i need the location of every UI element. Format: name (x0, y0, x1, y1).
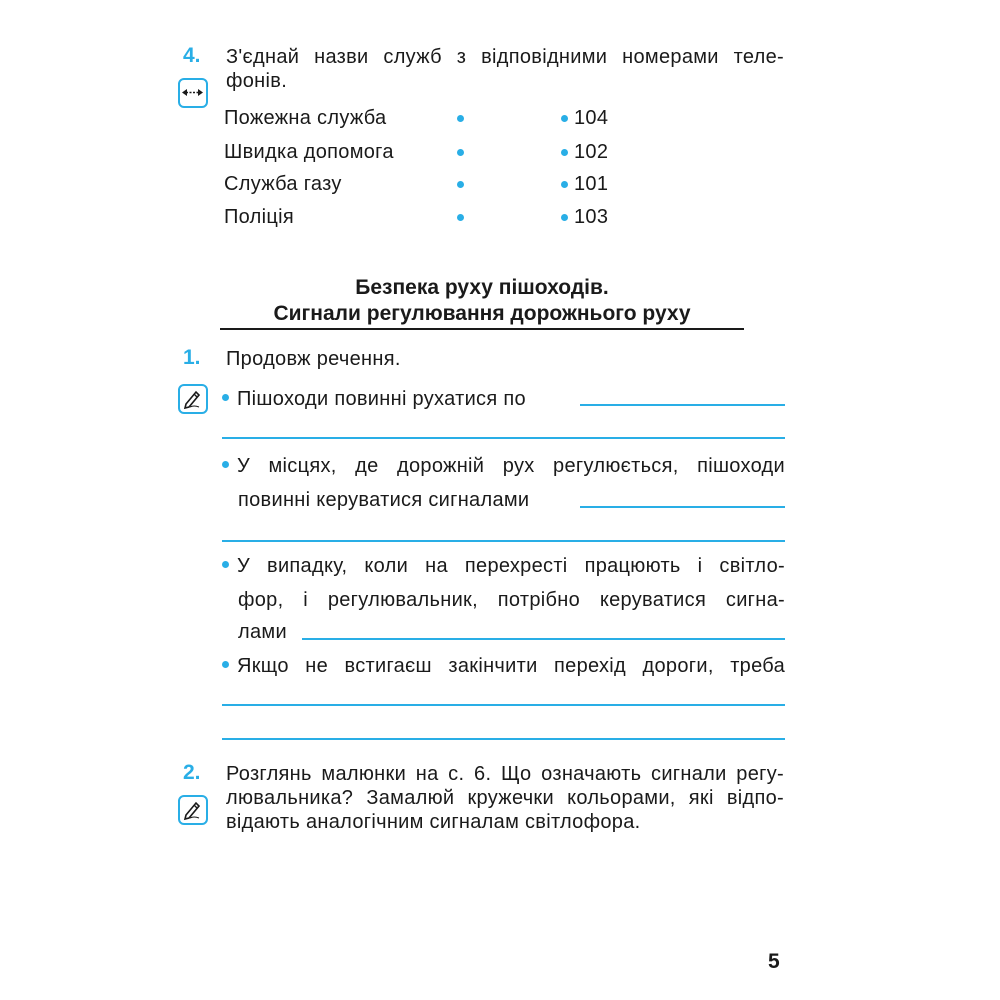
sentence-text: У випадку, коли на перехресті працюють і світло- (237, 555, 785, 577)
service-label: Пожежна служба (224, 107, 387, 129)
phone-number: 102 (574, 141, 609, 163)
section-title-line2: Сигнали регулювання дорожнього руху (273, 302, 691, 325)
connect-dot-right[interactable] (561, 181, 568, 188)
sentence-text: повинні керуватися сигналами (238, 489, 530, 511)
task-4-number: 4. (183, 44, 201, 67)
answer-line[interactable] (222, 738, 785, 740)
pencil-icon (178, 795, 208, 825)
sentence-text: Пішоходи повинні рухатися по (237, 388, 526, 410)
task-2-text-line2: лювальника? Замалюй кружечки кольорами, які відпо- (226, 787, 784, 809)
connect-dot-left[interactable] (457, 214, 464, 221)
phone-number: 103 (574, 206, 609, 228)
phone-number: 101 (574, 173, 609, 195)
task-2-number: 2. (183, 761, 201, 784)
section-title-line1: Безпека руху пішоходів. (355, 276, 609, 299)
sentence-text: лами (238, 621, 287, 643)
sentence-item (222, 551, 785, 581)
connect-dot-right[interactable] (561, 115, 568, 122)
double-arrow-icon (178, 78, 208, 108)
bullet-icon (222, 394, 229, 401)
page-number: 5 (768, 950, 780, 973)
task-4-text-line1: З'єднай назви служб з відповідними номерами теле- (226, 46, 784, 68)
service-label: Служба газу (224, 173, 342, 195)
connect-dot-left[interactable] (457, 115, 464, 122)
phone-number: 104 (574, 107, 609, 129)
task-2-text-line1: Розглянь малюнки на с. 6. Що означають сигнали регу- (226, 763, 784, 785)
task-4-text-line2: фонів. (226, 70, 288, 92)
connect-dot-left[interactable] (457, 181, 464, 188)
task-2-text-line3: відають аналогічним сигналам світлофора. (226, 811, 641, 833)
answer-line[interactable] (222, 704, 785, 706)
service-label: Швидка допомога (224, 141, 394, 163)
sentence-text: У місцях, де дорожній рух регулюється, пішоходи (237, 455, 785, 477)
task-1-number: 1. (183, 346, 201, 369)
sentence-text: фор, і регулювальник, потрібно керуватися сигна- (238, 589, 785, 611)
sentence-item (222, 451, 785, 481)
bullet-icon (222, 561, 229, 568)
connect-dot-right[interactable] (561, 149, 568, 156)
answer-line[interactable] (222, 437, 785, 439)
pencil-icon (178, 384, 208, 414)
task-1-prompt: Продовж речення. (226, 348, 401, 370)
answer-line[interactable] (580, 506, 785, 508)
bullet-icon (222, 661, 229, 668)
title-underline (220, 328, 744, 330)
connect-dot-right[interactable] (561, 214, 568, 221)
answer-line[interactable] (580, 404, 785, 406)
bullet-icon (222, 461, 229, 468)
sentence-item (222, 651, 785, 681)
connect-dot-left[interactable] (457, 149, 464, 156)
sentence-item (222, 384, 526, 414)
answer-line[interactable] (222, 540, 785, 542)
answer-line[interactable] (302, 638, 785, 640)
sentence-text: Якщо не встигаєш закінчити перехід дороги, треба (237, 655, 785, 677)
service-label: Поліція (224, 206, 295, 228)
